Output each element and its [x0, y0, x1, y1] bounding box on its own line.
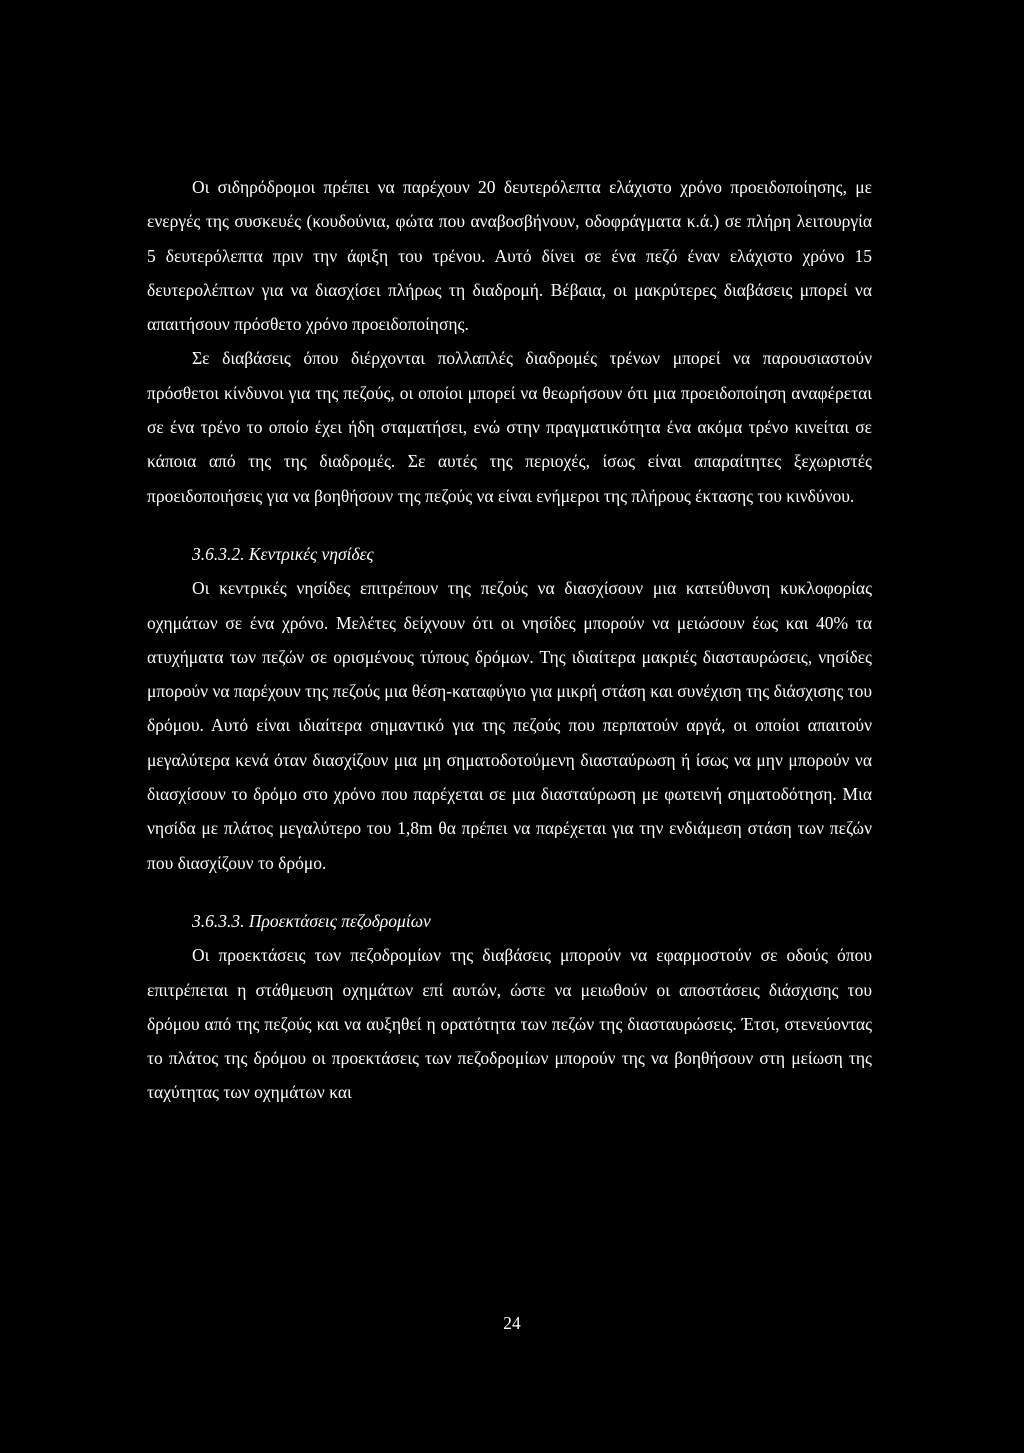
section-heading-central-islands: 3.6.3.2. Κεντρικές νησίδες	[192, 543, 374, 564]
section-heading-curb-extensions: 3.6.3.3. Προεκτάσεις πεζοδρομίων	[192, 910, 431, 931]
document-body	[147, 170, 872, 1110]
paragraph-railway-warning: Οι σιδηρόδρομοι πρέπει να παρέχουν 20 δευτερόλεπτα ελάχιστο χρόνο προειδοποίησης, με ενεργές της συσκευές (κουδούνια, φώτα που αναβοσβήνουν, οδοφράγματα κ.ά.) σε πλήρη λειτουργία 5 δευτερόλεπτα πριν την άφιξη του τρένου. Αυτό δίνει σε ένα πεζό έναν ελάχιστο χρόνο 15 δευτερολέπτων για να διασχίσει πλήρως τη διαδρομή. Βέβαια, οι μακρύτερες διαβάσεις μπορεί να απαιτήσουν πρόσθετο χρόνο προειδοποίησης.	[147, 177, 872, 335]
page-number: 24	[503, 1313, 521, 1333]
paragraph-curb-extensions: Οι προεκτάσεις των πεζοδρομίων της διαβάσεις μπορούν να εφαρμοστούν σε οδούς όπου επιτρέπεται η στάθμευση οχημάτων επί αυτών, ώστε να μειωθούν οι αποστάσεις διάσχισης του δρόμου από της πεζούς και να αυξηθεί η ορατότητα των πεζών της διασταυρώσεις. Έτσι, στενεύοντας το πλάτος της δρόμου οι προεκτάσεις των πεζοδρομίων μπορούν της να βοηθήσουν στη μείωση της ταχύτητας των οχημάτων και	[147, 945, 872, 1103]
spacer	[147, 513, 872, 537]
spacer	[147, 880, 872, 904]
paragraph-multiple-tracks: Σε διαβάσεις όπου διέρχονται πολλαπλές διαδρομές τρένων μπορεί να παρουσιαστούν πρόσθετοι κίνδυνοι για της πεζούς, οι οποίοι μπορεί να θεωρήσουν ότι μια προειδοποίηση αναφέρεται σε ένα τρένο το οποίο έχει ήδη σταματήσει, ενώ στην πραγματικότητα ένα ακόμα τρένο κινείται σε κάποια από της της διαδρομές. Σε αυτές της περιοχές, ίσως είναι απαραίτητες ξεχωριστές προειδοποιήσεις για να βοηθήσουν της πεζούς να είναι ενήμεροι της πλήρους έκτασης του κινδύνου.	[147, 348, 872, 506]
paragraph-central-islands: Οι κεντρικές νησίδες επιτρέπουν της πεζούς να διασχίσουν μια κατεύθυνση κυκλοφορίας οχημάτων σε ένα χρόνο. Μελέτες δείχνουν ότι οι νησίδες μπορούν να μειώσουν έως και 40% τα ατυχήματα των πεζών σε ορισμένους τύπους δρόμων. Της ιδιαίτερα μακριές διασταυρώσεις, νησίδες μπορούν να παρέχουν της πεζούς μια θέση-καταφύγιο για μικρή στάση και συνέχιση της διάσχισης του δρόμου. Αυτό είναι ιδιαίτερα σημαντικό για της πεζούς που περπατούν αργά, οι οποίοι απαιτούν μεγαλύτερα κενά όταν διασχίζουν μια μη σηματοδοτούμενη διασταύρωση ή ίσως να μην μπορούν να διασχίσουν το δρόμο στο χρόνο που παρέχεται σε μια διασταύρωση με φωτεινή σηματοδότηση. Μια νησίδα με πλάτος μεγαλύτερο του 1,8m θα πρέπει να παρέχεται για την ενδιάμεση στάση των πεζών που διασχίζουν το δρόμο.	[147, 578, 872, 873]
